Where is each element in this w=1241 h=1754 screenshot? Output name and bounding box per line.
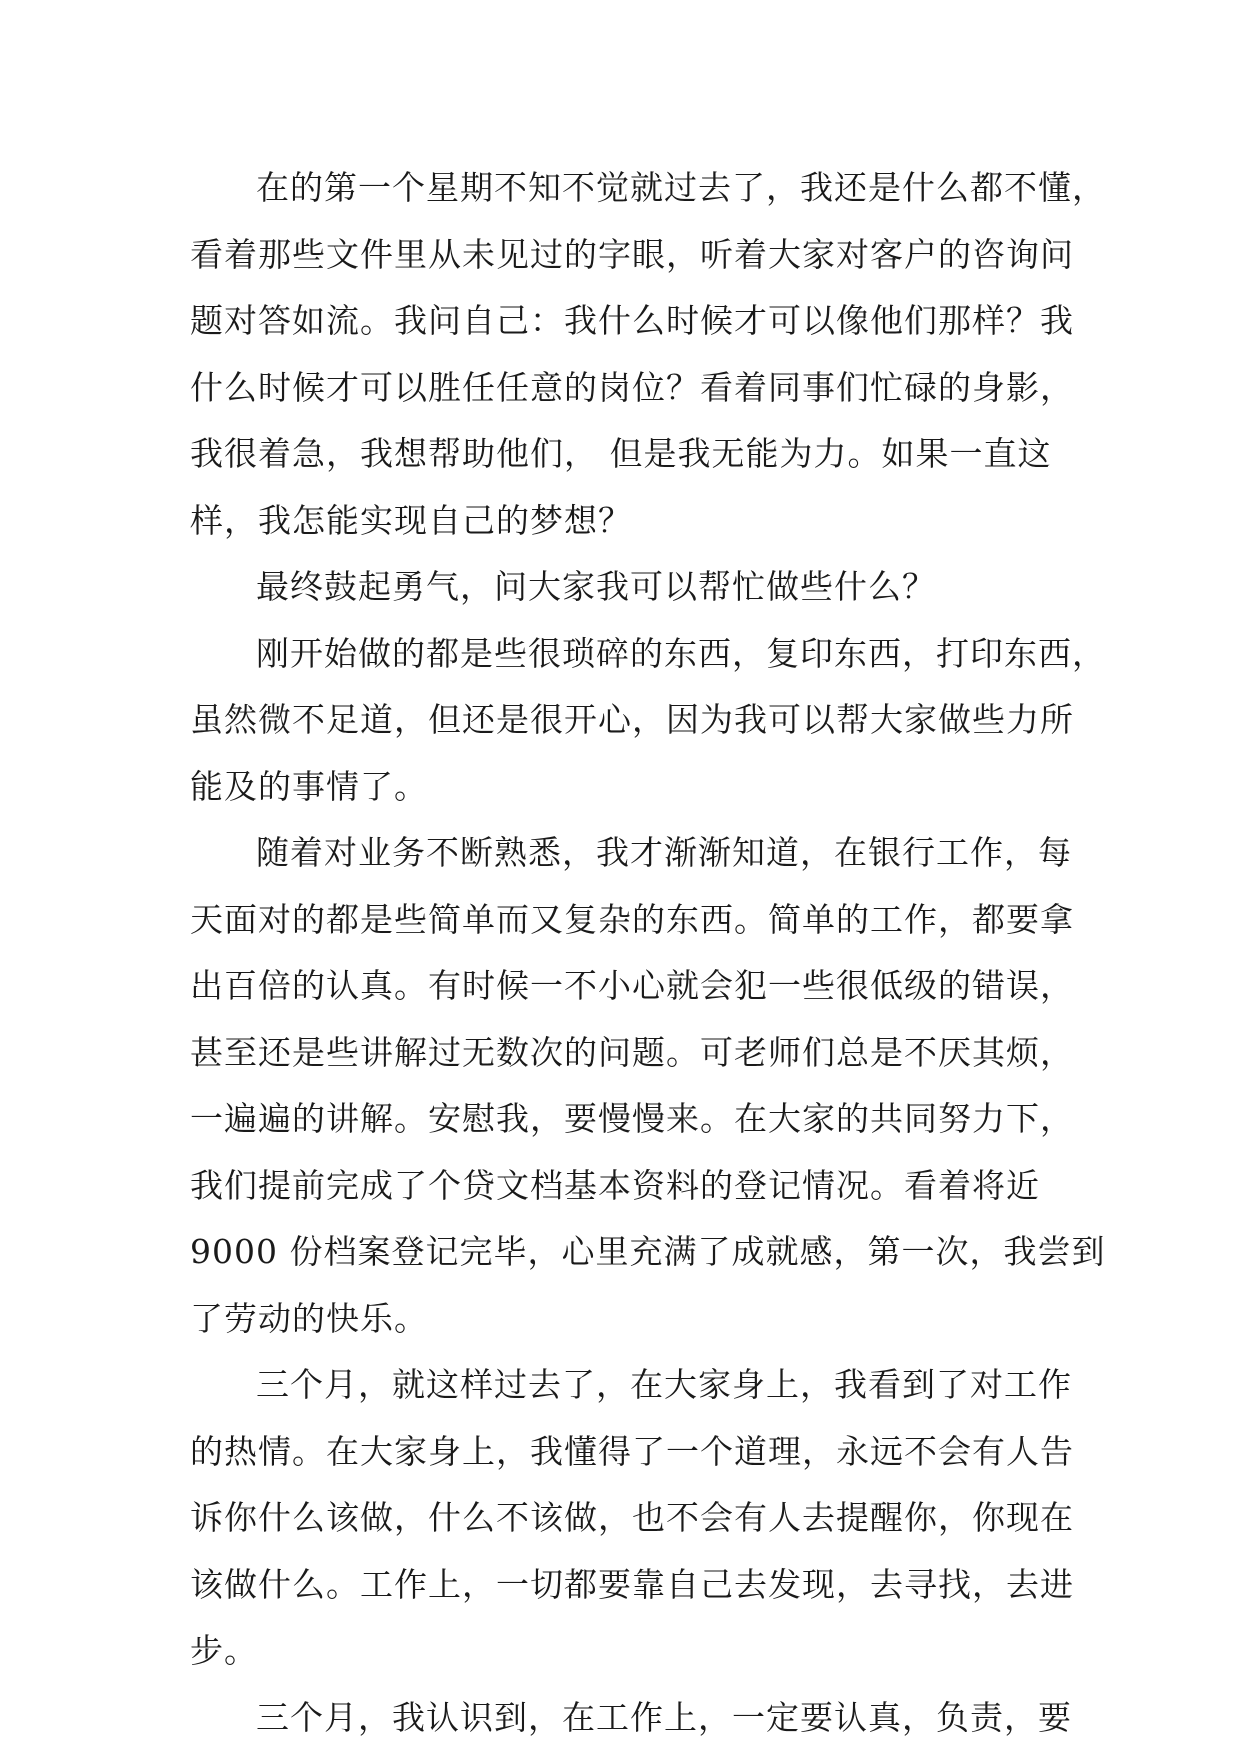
paragraph-line: 样，我怎能实现自己的梦想？ — [190, 500, 632, 540]
paragraph-line: 步。 — [190, 1631, 258, 1670]
paragraph-line: 能及的事情了。 — [190, 766, 428, 806]
paragraph-line: 的热情。在大家身上，我懂得了一个道理，永远不会有人告 — [190, 1431, 1074, 1471]
paragraph-line: 虽然微不足道，但还是很开心，因为我可以帮大家做些力所 — [190, 700, 1074, 739]
paragraph-line: 刚开始做的都是些很琐碎的东西，复印东西，打印东西， — [256, 633, 1106, 673]
paragraph-line: 什么时候才可以胜任任意的岗位？看着同事们忙碌的身影， — [190, 367, 1074, 407]
paragraph-line: 看着那些文件里从未见过的字眼，听着大家对客户的咨询问 — [190, 234, 1074, 274]
paragraph-line: 在的第一个星期不知不觉就过去了，我还是什么都不懂， — [256, 168, 1106, 207]
paragraph-line: 题对答如流。我问自己：我什么时候才可以像他们那样？我 — [190, 301, 1074, 340]
paragraph-line: 诉你什么该做，什么不该做，也不会有人去提醒你，你现在 — [190, 1498, 1074, 1537]
paragraph-line: 甚至还是些讲解过无数次的问题。可老师们总是不厌其烦， — [190, 1032, 1074, 1072]
paragraph-line: 三个月，就这样过去了，在大家身上，我看到了对工作 — [256, 1365, 1072, 1404]
paragraph-line: 我们提前完成了个贷文档基本资料的登记情况。看着将近 — [190, 1165, 1040, 1205]
paragraph-line: 了劳动的快乐。 — [190, 1298, 428, 1338]
paragraph-line: 最终鼓起勇气，问大家我可以帮忙做些什么？ — [256, 567, 936, 606]
paragraph-line: 一遍遍的讲解。安慰我，要慢慢来。在大家的共同努力下， — [190, 1099, 1074, 1138]
paragraph-line: 随着对业务不断熟悉，我才渐渐知道，在银行工作，每 — [256, 833, 1072, 872]
document-body — [190, 155, 1106, 1751]
paragraph-line: 9000 份档案登记完毕，心里充满了成就感，第一次，我尝到 — [190, 1232, 1106, 1271]
paragraph-line: 出百倍的认真。有时候一不小心就会犯一些很低级的错误， — [190, 966, 1074, 1005]
paragraph-line: 我很着急，我想帮助他们， 但是我无能为力。如果一直这 — [190, 434, 1052, 473]
paragraph-line: 三个月，我认识到，在工作上，一定要认真，负责，要 — [256, 1697, 1072, 1737]
paragraph-line: 天面对的都是些简单而又复杂的东西。简单的工作，都要拿 — [190, 899, 1074, 939]
paragraph-line: 该做什么。工作上，一切都要靠自己去发现，去寻找，去进 — [190, 1564, 1074, 1604]
